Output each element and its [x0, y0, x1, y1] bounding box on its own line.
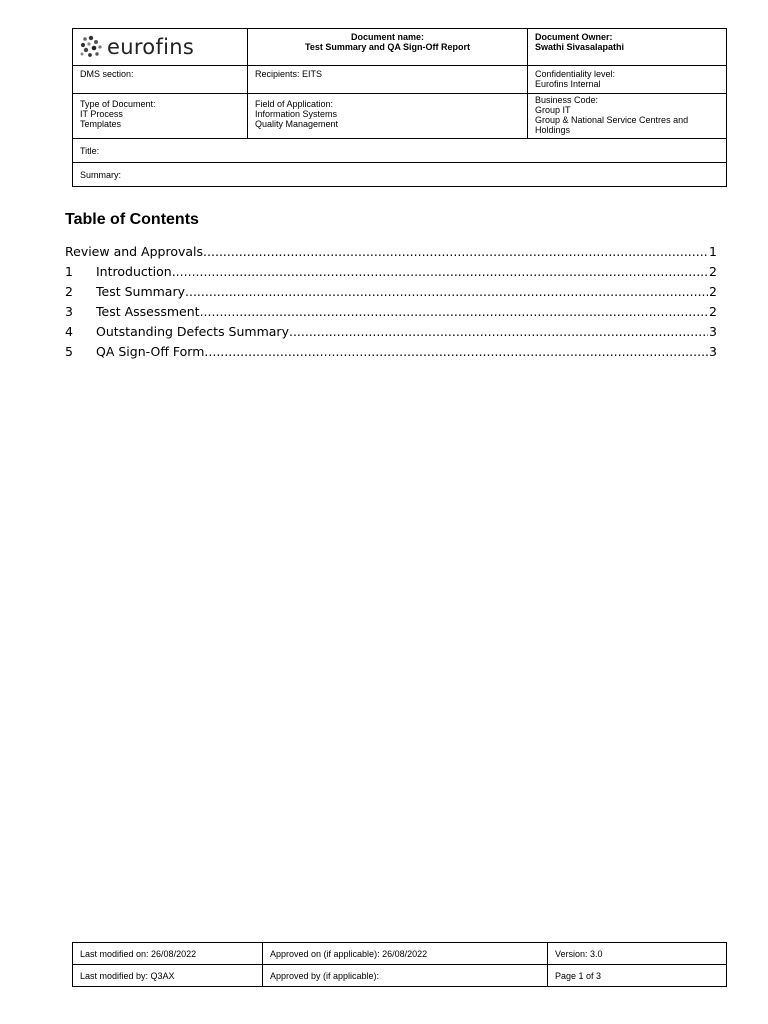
- document-type-value: Templates: [80, 119, 122, 129]
- business-code-value: Group & National Service Centres and Holdings: [535, 115, 689, 135]
- toc-entry[interactable]: [65, 244, 717, 264]
- document-footer-table: [72, 942, 727, 987]
- field-label: Field of Application:: [255, 99, 334, 109]
- toc-entry-title: Introduction: [96, 264, 172, 279]
- summary-label: Summary:: [80, 170, 122, 180]
- toc-entry-number: 4: [65, 324, 73, 339]
- confidentiality-label: Confidentiality level:: [535, 69, 616, 79]
- toc-heading: Table of Contents: [65, 211, 199, 228]
- toc-leader-dots: [203, 244, 708, 259]
- toc-entry-page: 3: [709, 324, 717, 339]
- logo-text: eurofins: [107, 35, 195, 59]
- dms-section-label: DMS section:: [80, 69, 134, 79]
- document-type-label: Type of Document:: [80, 99, 156, 109]
- dms-section-cell: [73, 66, 248, 94]
- toc-entry-page: 2: [709, 304, 717, 319]
- logo-cell: [73, 29, 248, 66]
- eurofins-dots-icon: [79, 35, 103, 59]
- title-label: Title:: [80, 146, 100, 156]
- field-value: Information Systems: [255, 109, 338, 119]
- owner-label: Document Owner:: [535, 32, 613, 42]
- field-value: Quality Management: [255, 119, 339, 129]
- version: Version: 3.0: [548, 943, 727, 965]
- toc-leader-dots: [200, 304, 708, 319]
- last-modified-by: Last modified by: Q3AX: [73, 965, 263, 987]
- toc-entry[interactable]: [65, 264, 717, 284]
- document-owner-cell: [528, 29, 727, 66]
- toc-leader-dots: [289, 324, 708, 339]
- field-of-application-cell: [248, 94, 528, 139]
- toc-entry-page: 1: [709, 244, 717, 259]
- toc-entry[interactable]: [65, 344, 717, 364]
- confidentiality-value: Eurofins Internal: [535, 79, 601, 89]
- toc-entry-page: 2: [709, 284, 717, 299]
- business-code-value: Group IT: [535, 105, 571, 115]
- recipients-cell: [248, 66, 528, 94]
- toc-leader-dots: [185, 284, 708, 299]
- document-type-cell: [73, 94, 248, 139]
- approved-on: Approved on (if applicable): 26/08/2022: [263, 943, 548, 965]
- toc-entry-title: Outstanding Defects Summary: [96, 324, 289, 339]
- toc-entry[interactable]: [65, 284, 717, 304]
- toc-entry-title: QA Sign-Off Form: [96, 344, 205, 359]
- toc-entry-number: 1: [65, 264, 73, 279]
- toc-entry-number: 2: [65, 284, 73, 299]
- business-code-cell: [528, 94, 727, 139]
- toc-entry-title: Review and Approvals: [65, 244, 204, 259]
- approved-by: Approved by (if applicable):: [263, 965, 548, 987]
- document-type-value: IT Process: [80, 109, 123, 119]
- toc-entry-page: 3: [709, 344, 717, 359]
- summary-cell: [73, 163, 727, 187]
- owner-name: Swathi Sivasalapathi: [535, 42, 625, 52]
- document-name-label: Document name:: [350, 32, 424, 42]
- title-cell: [73, 139, 727, 163]
- document-header-table: [72, 28, 727, 187]
- toc-entry-number: 5: [65, 344, 73, 359]
- recipients-label: Recipients: EITS: [255, 69, 323, 79]
- confidentiality-cell: [528, 66, 727, 94]
- document-name: Test Summary and QA Sign-Off Report: [304, 42, 470, 52]
- business-code-label: Business Code:: [535, 95, 599, 105]
- table-of-contents: [65, 244, 717, 364]
- toc-entry-title: Test Assessment: [96, 304, 200, 319]
- toc-leader-dots: [204, 344, 708, 359]
- toc-entry[interactable]: [65, 324, 717, 344]
- eurofins-logo: [79, 32, 241, 62]
- document-name-cell: [248, 29, 528, 66]
- last-modified-on: Last modified on: 26/08/2022: [73, 943, 263, 965]
- toc-entry-number: 3: [65, 304, 73, 319]
- toc-entry[interactable]: [65, 304, 717, 324]
- page-number: Page 1 of 3: [548, 965, 727, 987]
- toc-entry-title: Test Summary: [96, 284, 185, 299]
- toc-entry-page: 2: [709, 264, 717, 279]
- toc-leader-dots: [172, 264, 708, 279]
